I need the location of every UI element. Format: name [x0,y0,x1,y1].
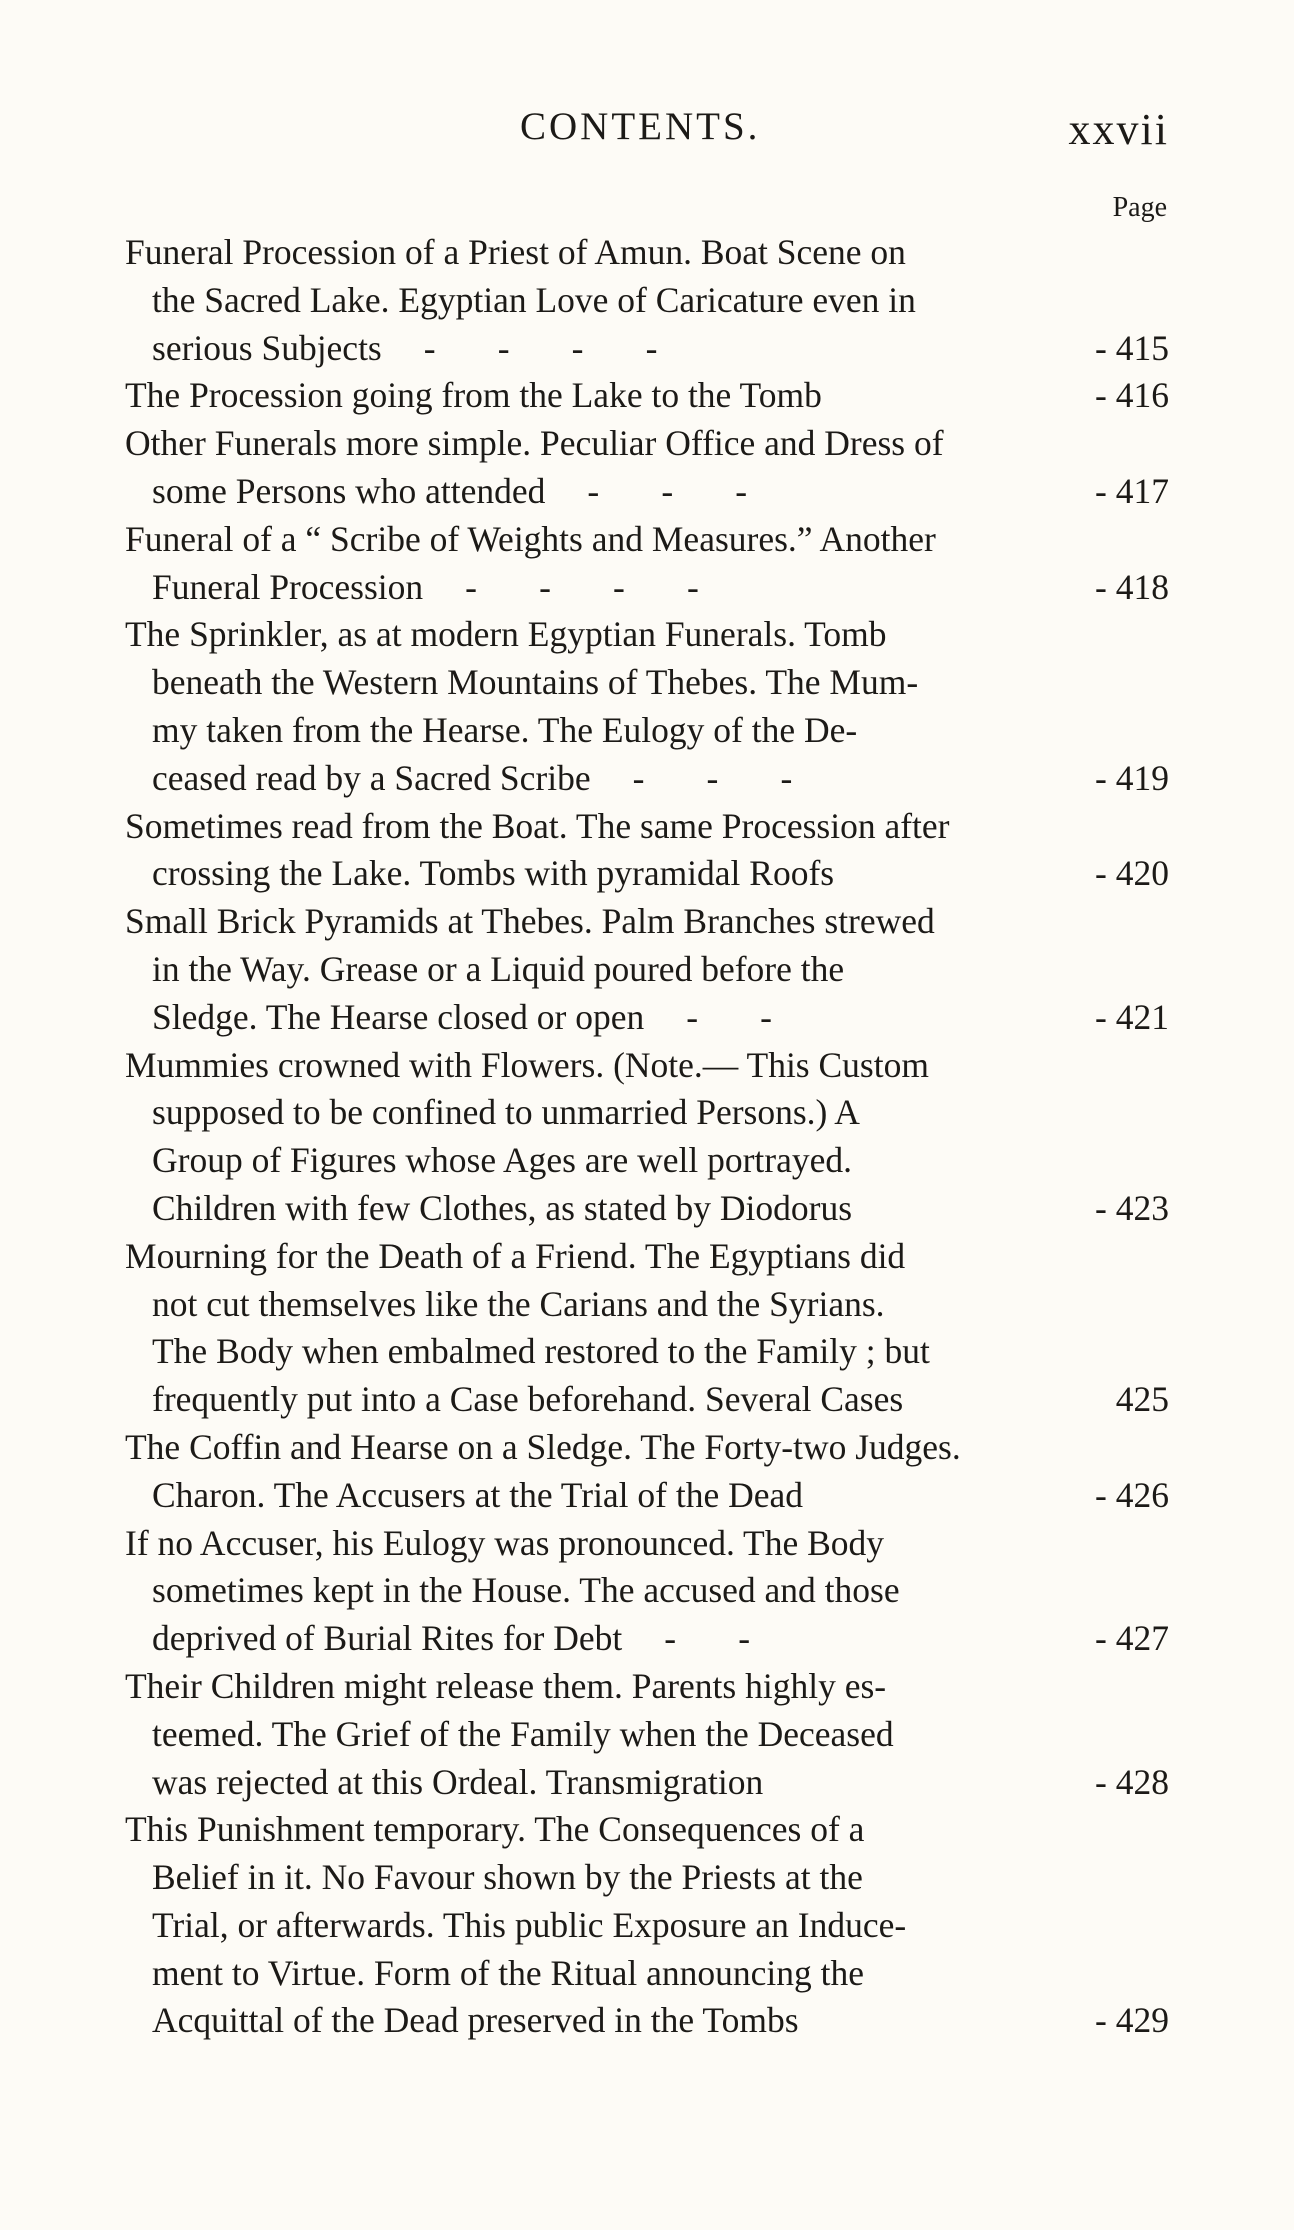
contents-entry [125,803,1169,899]
entry-line [125,1042,1169,1090]
entry-line [125,1376,1169,1424]
entry-line [125,420,1169,468]
entry-text: crossing the Lake. Tombs with pyramidal Roofs [152,853,835,894]
entry-text: beneath the Western Mountains of Thebes. The Mum- [152,662,919,703]
entry-line [125,1424,1169,1472]
entry-page-number: - 418 [1095,566,1169,607]
entry-line [125,1328,1169,1376]
entry-line [125,1759,1169,1807]
contents-entry [125,1424,1169,1520]
entry-text: Other Funerals more simple. Peculiar Office and Dress of [125,423,944,464]
entry-text: This Punishment temporary. The Consequences of a [125,1809,865,1850]
contents-list [125,229,1169,2045]
dot-leader: - - - - [465,566,699,607]
entry-line [125,372,1169,420]
entry-text: Their Children might release them. Parents highly es- [125,1665,887,1706]
entry-text: Charon. The Accusers at the Trial of the Dead [152,1474,804,1515]
entry-text: The Procession going from the Lake to the Tomb [125,375,822,416]
entry-line [125,659,1169,707]
entry-line [125,1997,1169,2045]
entry-text: The Body when embalmed restored to the Family ; but [152,1331,930,1372]
entry-text: The Sprinkler, as at modern Egyptian Funerals. Tomb [125,614,887,655]
running-title: CONTENTS. [520,105,761,148]
entry-line [125,803,1169,851]
entry-line [125,1711,1169,1759]
contents-entry [125,372,1169,420]
contents-entry [125,516,1169,612]
entry-text: Sledge. The Hearse closed or open [152,996,645,1037]
entry-text: in the Way. Grease or a Liquid poured before the [152,948,845,989]
entry-text: Belief in it. No Favour shown by the Priests at the [152,1857,863,1898]
entry-line [125,755,1169,803]
entry-line [125,277,1169,325]
page-header [0,104,1294,154]
entry-text: Mourning for the Death of a Friend. The Egyptians did [125,1235,906,1276]
entry-line [125,229,1169,277]
page-column-label: Page [1112,192,1167,223]
page-numeral: xxvii [1068,105,1169,154]
entry-page-number: - 416 [1095,375,1169,416]
entry-text: deprived of Burial Rites for Debt [152,1618,623,1659]
entry-line [125,325,1169,373]
entry-line [125,1950,1169,1998]
entry-text: Mummies crowned with Flowers. (Note.— This Custom [125,1044,929,1085]
entry-text: Group of Figures whose Ages are well portrayed. [152,1140,852,1181]
entry-line [125,1185,1169,1233]
entry-line [125,994,1169,1042]
entry-text: was rejected at this Ordeal. Transmigration [152,1761,764,1802]
contents-entry [125,420,1169,516]
entry-page-number: - 426 [1095,1474,1169,1515]
contents-entry [125,1042,1169,1233]
entry-line [125,1663,1169,1711]
entry-text: teemed. The Grief of the Family when the Deceased [152,1713,894,1754]
contents-entry [125,1233,1169,1424]
entry-text: Children with few Clothes, as stated by Diodorus [152,1187,853,1228]
entry-line [125,468,1169,516]
contents-entry [125,1520,1169,1663]
entry-text: Trial, or afterwards. This public Exposure an Induce- [152,1904,907,1945]
entry-line [125,1806,1169,1854]
dot-leader: - - [664,1618,751,1659]
entry-text: ment to Virtue. Form of the Ritual announcing the [152,1952,865,1993]
entry-text: Small Brick Pyramids at Thebes. Palm Branches strewed [125,901,935,942]
entry-line [125,1137,1169,1185]
entry-text: serious Subjects [152,327,382,368]
entry-text: Sometimes read from the Boat. The same Procession after [125,805,950,846]
entry-text: the Sacred Lake. Egyptian Love of Caricature even in [152,279,916,320]
entry-page-number: - 429 [1095,2000,1169,2041]
entry-page-number: - 419 [1095,757,1169,798]
entry-line [125,564,1169,612]
entry-text: The Coffin and Hearse on a Sledge. The Forty-two Judges. [125,1426,961,1467]
dot-leader: - - [686,996,773,1037]
dot-leader: - - - [632,757,793,798]
contents-entry [125,611,1169,802]
entry-line [125,707,1169,755]
entry-line [125,1281,1169,1329]
entry-text: frequently put into a Case beforehand. Several Cases [152,1379,904,1420]
entry-text: Funeral of a “ Scribe of Weights and Measures.” Another [125,518,936,559]
entry-page-number: - 427 [1095,1618,1169,1659]
entry-page-number: - 420 [1095,853,1169,894]
entry-page-number: - 415 [1095,327,1169,368]
entry-text: supposed to be confined to unmarried Persons.) A [152,1092,860,1133]
entry-line [125,1233,1169,1281]
entry-line [125,1520,1169,1568]
entry-line [125,1472,1169,1520]
entry-text: my taken from the Hearse. The Eulogy of the De- [152,709,858,750]
entry-text: sometimes kept in the House. The accused and those [152,1570,900,1611]
entry-text: Funeral Procession of a Priest of Amun. Boat Scene on [125,232,906,272]
dot-leader: - - - [587,470,748,511]
entry-page-number: - 423 [1095,1187,1169,1228]
entry-text: not cut themselves like the Carians and the Syrians. [152,1283,885,1324]
entry-line [125,898,1169,946]
entry-line [125,611,1169,659]
entry-line [125,1567,1169,1615]
entry-line [125,1902,1169,1950]
contents-entry [125,1663,1169,1806]
contents-entry [125,898,1169,1041]
entry-text: some Persons who attended [152,470,546,511]
entry-text: Acquittal of the Dead preserved in the Tombs [152,2000,799,2041]
entry-line [125,850,1169,898]
entry-text: ceased read by a Sacred Scribe [152,757,591,798]
contents-entry [125,229,1169,372]
contents-entry [125,1806,1169,2045]
entry-line [125,1615,1169,1663]
dot-leader: - - - - [423,327,658,368]
entry-line [125,1089,1169,1137]
entry-page-number: 425 [1115,1379,1169,1420]
entry-line [125,946,1169,994]
entry-page-number: - 428 [1095,1761,1169,1802]
entry-line [125,1854,1169,1902]
entry-page-number: - 417 [1095,470,1169,511]
entry-text: Funeral Procession [152,566,424,607]
entry-line [125,516,1169,564]
entry-text: If no Accuser, his Eulogy was pronounced. The Body [125,1522,885,1563]
entry-page-number: - 421 [1095,996,1169,1037]
